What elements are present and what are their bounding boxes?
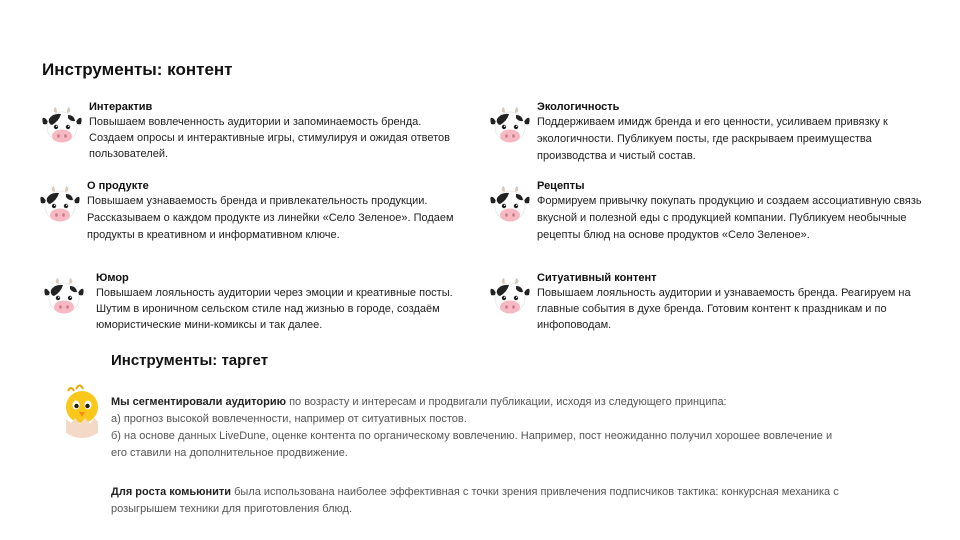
cow-icon bbox=[42, 276, 86, 320]
item-description: Повышаем лояльность аудитории через эмоции и креативные посты. Шутим в ироничном сельском стиле над жизнью в городе, создаём юмористические мини-комиксы и так далее. bbox=[96, 287, 453, 331]
item-heading: Экологичность bbox=[537, 101, 620, 113]
target-paragraph-community bbox=[111, 484, 851, 518]
item-description: Повышаем узнаваемость бренда и привлекательность продукции. Рассказываем о каждом продукте из линейки «Село Зеленое». Подаем продукты в креативном и информативном ключе. bbox=[87, 195, 454, 241]
item-description: Повышаем вовлеченность аудитории и запоминаемость бренда. Создаем опросы и интерактивные игры, стимулируя и ожидая ответов пользователей. bbox=[89, 116, 450, 160]
cow-icon bbox=[488, 105, 532, 149]
segmentation-bold: Мы сегментировали аудиторию bbox=[111, 396, 287, 408]
content-item-humor bbox=[42, 271, 482, 333]
item-heading: Интерактив bbox=[89, 101, 153, 113]
content-item-product bbox=[38, 179, 478, 244]
target-paragraph-segmentation bbox=[111, 394, 851, 462]
segmentation-line-a: а) прогноз высокой вовлеченности, например от ситуативных постов. bbox=[111, 413, 467, 425]
item-heading: Рецепты bbox=[537, 180, 585, 192]
target-tools-title: Инструменты: таргет bbox=[111, 352, 269, 369]
item-description: Формируем привычку покупать продукцию и создаем ассоциативную связь вкусной и полезной еды с продукцией компании. Публикуем необычные рецепты блюд на основе продуктов «Село Зеленое». bbox=[537, 195, 922, 241]
cow-icon bbox=[38, 184, 82, 228]
segmentation-line-b: б) на основе данных LiveDune, оценке контента по органическому вовлечению. Например, пост неожиданно получил хорошее вовлечение и его ставили на дополнительное продвижение. bbox=[111, 430, 833, 459]
content-tools-title: Инструменты: контент bbox=[42, 60, 233, 79]
segmentation-rest: по возрасту и интересам и продвигали публикации, исходя из следующего принципа: bbox=[286, 396, 727, 408]
item-description: Поддерживаем имидж бренда и его ценности, усиливаем привязку к экологичности. Публикуем посты, где раскрываем преимущества производства и чистый состав. bbox=[537, 116, 888, 162]
cow-icon bbox=[488, 276, 532, 320]
chick-icon bbox=[62, 383, 102, 443]
item-description: Повышаем лояльность аудитории и узнаваемость бренда. Реагируем на главные события в духе бренда. Готовим контент к праздникам и по инфоповодам. bbox=[537, 287, 911, 331]
item-heading: Юмор bbox=[96, 272, 129, 284]
content-item-situational bbox=[488, 271, 928, 333]
content-item-interactive bbox=[40, 100, 480, 162]
item-heading: О продукте bbox=[87, 180, 149, 192]
community-rest: была использована наиболее эффективная с точки зрения привлечения подписчиков тактика: конкурсная механика с розыгрышем техники для приготовления блюд. bbox=[111, 486, 839, 515]
item-heading: Ситуативный контент bbox=[537, 272, 657, 284]
cow-icon bbox=[40, 105, 84, 149]
content-item-recipes bbox=[488, 179, 928, 244]
content-item-ecology bbox=[488, 100, 928, 165]
cow-icon bbox=[488, 184, 532, 228]
community-bold: Для роста комьюнити bbox=[111, 486, 232, 498]
